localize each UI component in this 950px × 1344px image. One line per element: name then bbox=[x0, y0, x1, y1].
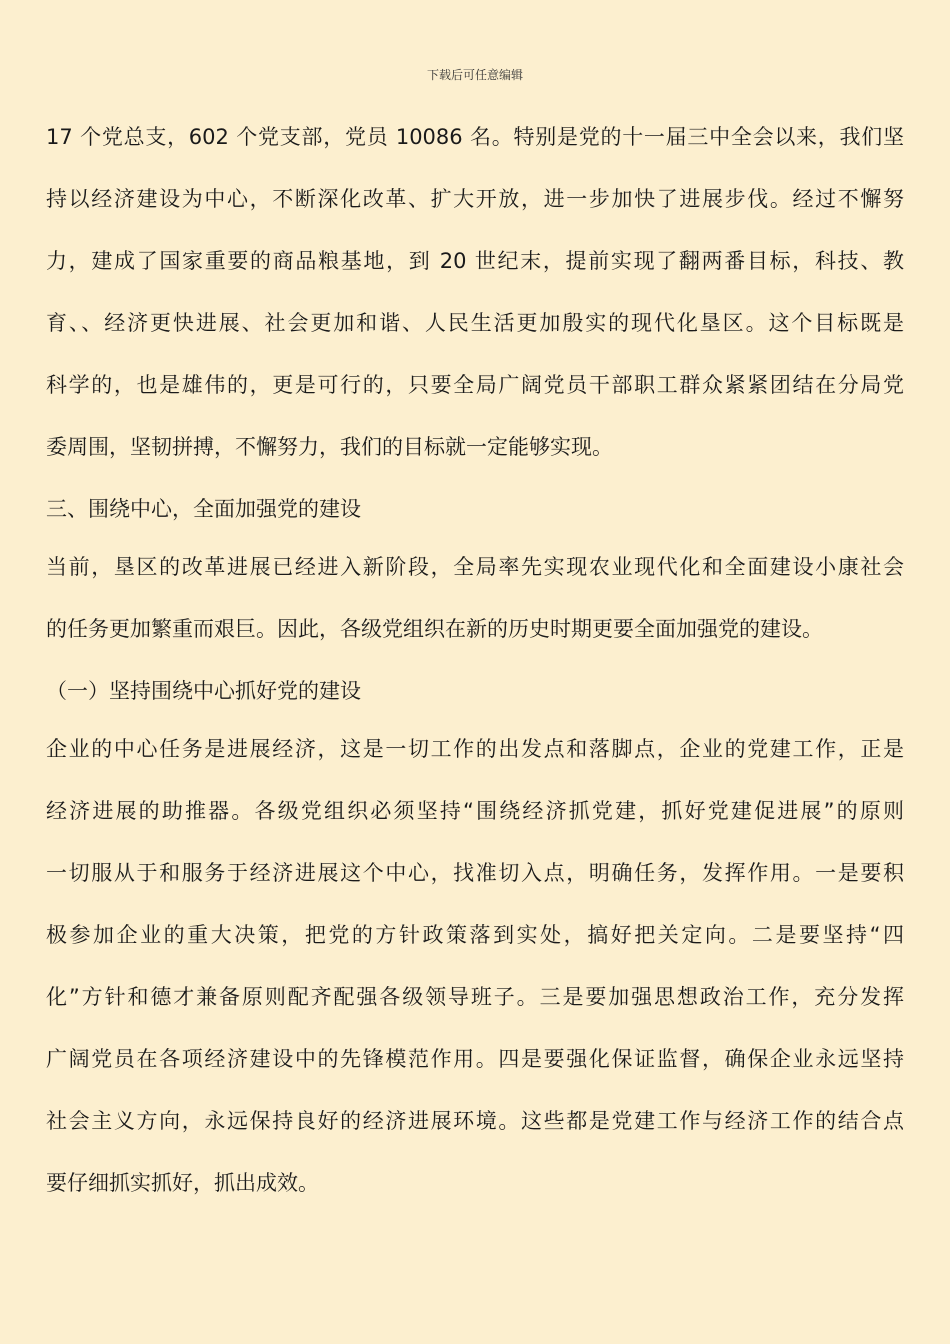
text-line: 企业的中心任务是进展经济，这是一切工作的出发点和落脚点，企业的党建工作，正是 bbox=[46, 737, 904, 761]
subsection-heading: （一）坚持围绕中心抓好党的建设 bbox=[46, 679, 361, 703]
text-line: 育、、经济更快进展、社会更加和谐、人民生活更加殷实的现代化垦区。这个目标既是 bbox=[46, 311, 904, 335]
text-line: 当前，垦区的改革进展已经进入新阶段，全局率先实现农业现代化和全面建设小康社会 bbox=[46, 555, 904, 579]
text-line: 科学的，也是雄伟的，更是可行的，只要全局广阔党员干部职工群众紧紧团结在分局党 bbox=[46, 373, 904, 397]
text-line: 委周围，坚韧拼搏，不懈努力，我们的目标就一定能够实现。 bbox=[46, 435, 613, 459]
document-body bbox=[46, 113, 904, 1221]
text-line: 化”方针和德才兼备原则配齐配强各级领导班子。三是要加强思想政治工作，充分发挥 bbox=[46, 985, 904, 1009]
text-line: 社会主义方向，永远保持良好的经济进展环境。这些都是党建工作与经济工作的结合点 bbox=[46, 1109, 904, 1133]
text-line: 广阔党员在各项经济建设中的先锋模范作用。四是要强化保证监督，确保企业永远坚持 bbox=[46, 1047, 904, 1071]
text-line: 要仔细抓实抓好，抓出成效。 bbox=[46, 1171, 319, 1195]
section-heading: 三、围绕中心，全面加强党的建设 bbox=[46, 497, 361, 521]
text-line: 极参加企业的重大决策，把党的方针政策落到实处，搞好把关定向。二是要坚持“四 bbox=[46, 923, 904, 947]
text-line: 力，建成了国家重要的商品粮基地，到 20 世纪末，提前实现了翻两番目标，科技、教 bbox=[46, 249, 904, 273]
text-line: 持以经济建设为中心，不断深化改革、扩大开放，进一步加快了进展步伐。经过不懈努 bbox=[46, 187, 904, 211]
page-header-note: 下载后可任意编辑 bbox=[426, 68, 523, 82]
text-line: 17 个党总支，602 个党支部，党员 10086 名。特别是党的十一届三中全会以来，我们坚 bbox=[46, 125, 904, 149]
text-line: 经济进展的助推器。各级党组织必须坚持“围绕经济抓党建，抓好党建促进展”的原则 bbox=[46, 799, 904, 823]
text-line: 的任务更加繁重而艰巨。因此，各级党组织在新的历史时期更要全面加强党的建设。 bbox=[46, 617, 823, 641]
text-line: 一切服从于和服务于经济进展这个中心，找准切入点，明确任务，发挥作用。一是要积 bbox=[46, 861, 904, 885]
